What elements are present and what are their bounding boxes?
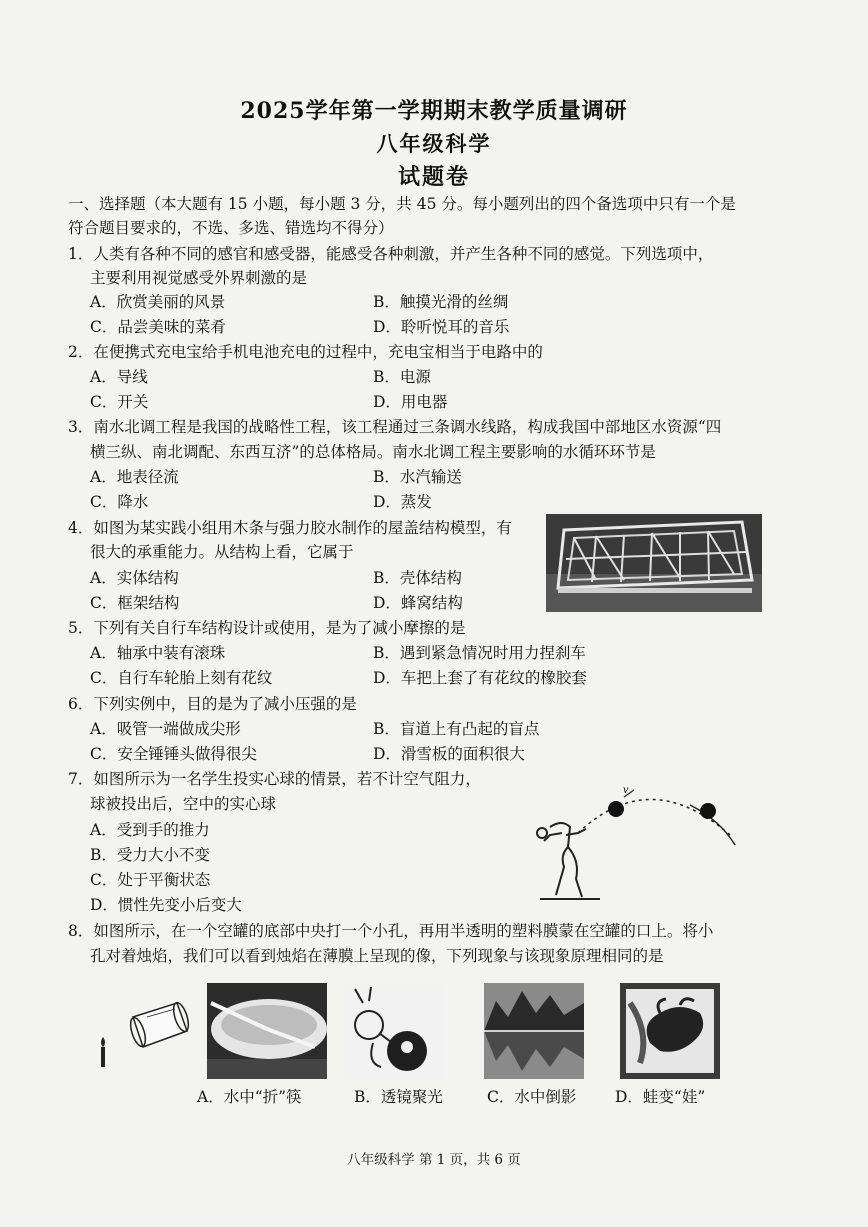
question-4-option-a: A．实体结构: [90, 569, 179, 587]
question-5-stem: 5．下列有关自行车结构设计或使用，是为了减小摩擦的是: [68, 619, 466, 637]
question-4-stem-line1: 4．如图为某实践小组用木条与强力胶水制作的屋盖结构模型，有: [68, 519, 512, 537]
question-8-option-a: A．水中“折”筷: [197, 1088, 302, 1106]
question-7-option-c: C．处于平衡状态: [90, 871, 211, 889]
question-3-option-b: B．水汽输送: [373, 468, 462, 486]
question-3-stem-line2: 横三纵、南北调配、东西互济”的总体格局。南水北调工程主要影响的水循环环节是: [90, 443, 656, 461]
question-6-option-c: C．安全锤锤头做得很尖: [90, 745, 257, 763]
question-5-option-d: D．车把上套了有花纹的橡胶套: [373, 669, 587, 687]
lens-focusing-photo: [345, 983, 445, 1079]
question-4-stem-line2: 很大的承重能力。从结构上看，它属于: [90, 543, 354, 561]
question-3-option-c: C．降水: [90, 493, 149, 511]
question-2-option-a: A．导线: [90, 368, 148, 386]
question-7-option-b: B．受力大小不变: [90, 846, 210, 864]
question-1-stem-line1: 1．人类有各种不同的感官和感受器，能感受各种刺激，并产生各种不同的感觉。下列选项中，: [68, 245, 714, 263]
question-4-option-c: C．框架结构: [90, 594, 180, 612]
question-2-option-d: D．用电器: [373, 393, 448, 411]
question-1-option-a: A．欣赏美丽的风景: [90, 293, 226, 311]
roof-frame-model-photo: [546, 514, 762, 612]
question-8-option-b: B．透镜聚光: [354, 1088, 443, 1106]
question-8-option-d: D．蛙变“娃”: [615, 1088, 706, 1106]
question-7-option-d: D．惯性先变小后变大: [90, 896, 242, 914]
velocity-label: v: [623, 782, 629, 796]
question-3-option-a: A．地表径流: [90, 468, 179, 486]
question-6-option-b: B．盲道上有凸起的盲点: [373, 720, 540, 738]
question-1-option-d: D．聆听悦耳的音乐: [373, 318, 510, 336]
question-6-option-d: D．滑雪板的面积很大: [373, 745, 525, 763]
exam-title: 2025学年第一学期期末教学质量调研: [240, 98, 628, 124]
question-6-option-a: A．吸管一端做成尖形: [90, 720, 241, 738]
question-2-stem: 2．在便携式充电宝给手机电池充电的过程中，充电宝相当于电路中的: [68, 343, 543, 361]
question-7-stem-line1: 7．如图所示为一名学生投实心球的情景，若不计空气阻力，: [68, 770, 481, 788]
question-4-option-d: D．蜂窝结构: [373, 594, 463, 612]
section-instructions-line1: 一、选择题（本大题有 15 小题，每小题 3 分，共 45 分。每小题列出的四个备选项中只有一个是: [68, 195, 736, 213]
question-5-option-a: A．轴承中装有滚珠: [90, 644, 226, 662]
question-1-option-b: B．触摸光滑的丝绸: [373, 293, 509, 311]
question-2-option-c: C．开关: [90, 393, 149, 411]
exam-subject: 八年级科学: [376, 131, 492, 156]
question-8-stem-line2: 孔对着烛焰，我们可以看到烛焰在薄膜上呈现的像，下列现象与该现象原理相同的是: [90, 947, 664, 965]
question-4-option-b: B．壳体结构: [373, 569, 462, 587]
question-6-stem: 6．下列实例中，目的是为了减小压强的是: [68, 695, 357, 713]
question-5-option-c: C．自行车轮胎上刻有花纹: [90, 669, 273, 687]
paper-title: 试题卷: [397, 164, 470, 190]
question-3-option-d: D．蒸发: [373, 493, 432, 511]
question-1-stem-line2: 主要利用视觉感受外界刺激的是: [90, 269, 308, 287]
question-7-stem-line2: 球被投出后，空中的实心球: [90, 795, 277, 813]
question-5-option-b: B．遇到紧急情况时用力捏刹车: [373, 644, 586, 662]
question-8-stem-line1: 8．如图所示，在一个空罐的底部中央打一个小孔，再用半透明的塑料膜蒙在空罐的口上。将小: [68, 922, 714, 940]
section-instructions-line2: 符合题目要求的，不选、多选、错选均不得分）: [68, 219, 394, 237]
pinhole-camera-can-figure: [95, 995, 200, 1075]
question-1-option-c: C．品尝美味的菜肴: [90, 318, 226, 336]
bent-chopstick-photo: [207, 983, 327, 1079]
question-2-option-b: B．电源: [373, 368, 431, 386]
water-reflection-photo: [484, 983, 584, 1079]
shot-put-throw-figure: [520, 775, 750, 905]
question-3-stem-line1: 3．南水北调工程是我国的战略性工程，该工程通过三条调水线路，构成我国中部地区水资源“四: [68, 418, 722, 436]
question-8-option-c: C．水中倒影: [487, 1088, 577, 1106]
page-footer: 八年级科学 第 1 页，共 6 页: [347, 1152, 521, 1168]
frog-shadow-photo: [620, 983, 720, 1079]
question-7-option-a: A．受到手的推力: [90, 821, 210, 839]
